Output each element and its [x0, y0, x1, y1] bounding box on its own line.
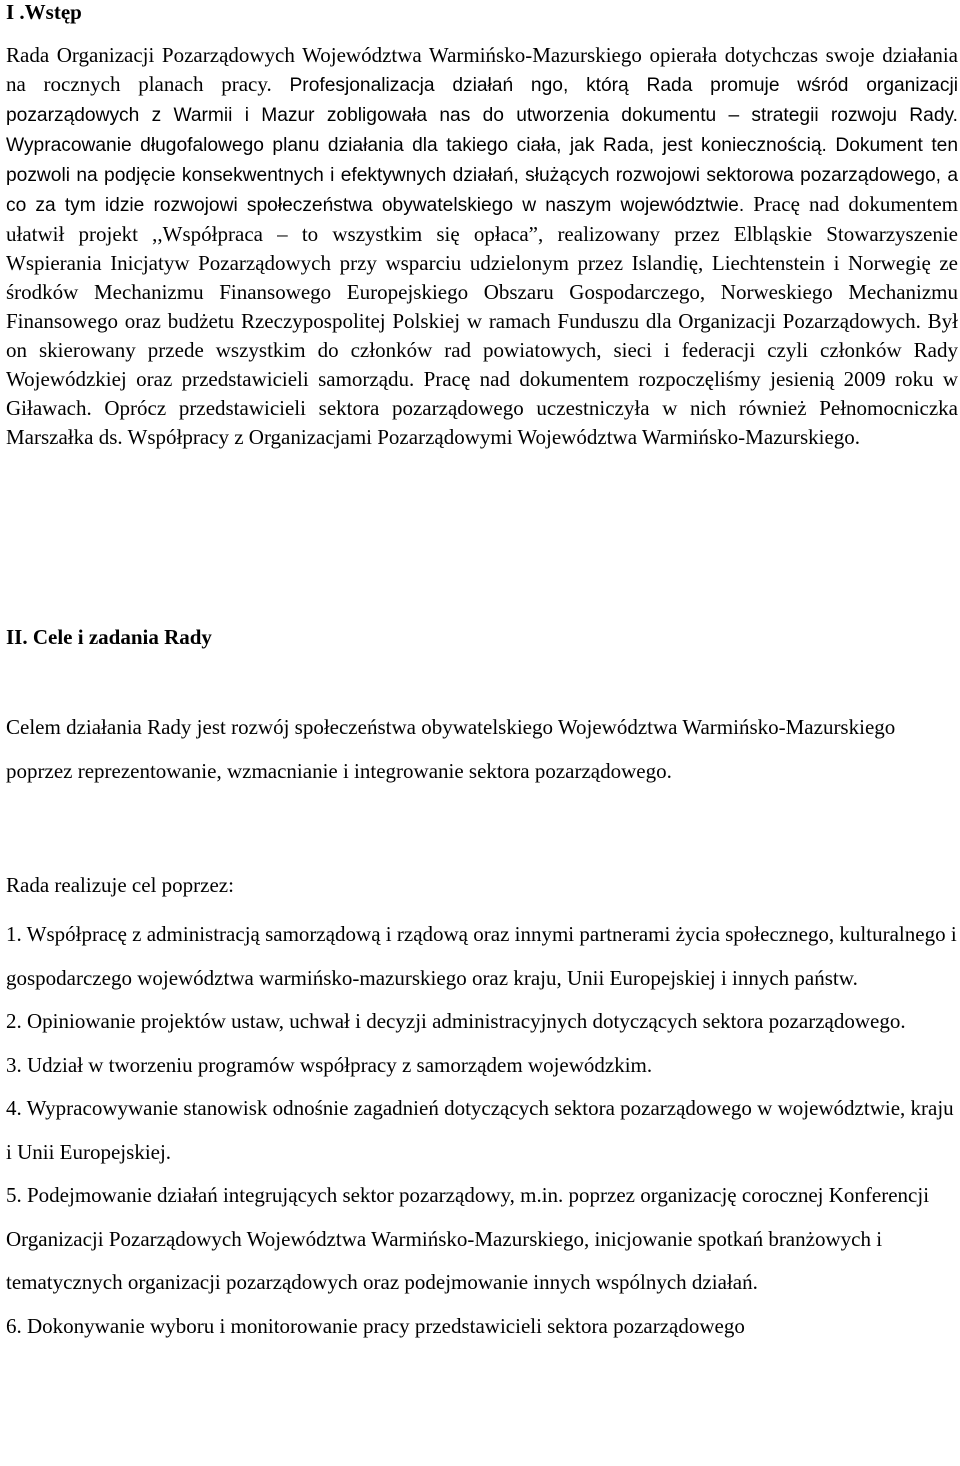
intro-text-part-2: Profesjonalizacja działań ngo, którą Rada promuje wśród organizacji pozarządowych z Warmii i Mazur zobligowała nas do utworzenia dokumentu – strategii rozwoju Rady. Wypracowanie długofalowego planu działania dla takiego ciała, jak Rada, jest koniecznością. Dokument ten pozwoli na podjęcie konsekwentnych i efektywnych działań, służących rozwojowi sektorowa pozarządowego, a co za tym idzie rozwojowi społeczeństwa obywatelskiego w naszym województwie. [6, 75, 958, 216]
section-1-title: I .Wstęp [6, 0, 82, 24]
intro-text-part-3: Pracę nad dokumentem ułatwił projekt ,,Współpraca – to wszystkim się opłaca”, realizowany przez Elbląskie Stowarzyszenie Wspierania Inicjatyw Pozarządowych przy wsparciu udzielonym przez Islandię, Liechtenstein i Norwegię ze środków Mechanizmu Finansowego Europejskiego Obszaru Gospodarczego, Norweskiego Mechanizmu Finansowego oraz budżetu Rzeczypospolitej Polskiej w ramach Funduszu dla Organizacji Pozarządowych. Był on skierowany przede wszystkim do członków rad powiatowych, sieci i federacji czyli członków Rady Wojewódzkiej oraz przedstawicieli samorządu. Pracę nad dokumentem rozpoczęliśmy jesienią 2009 roku w Giławach. Oprócz przedstawicieli sektora pozarządowego uczestniczyła w nich również Pełnomocniczka Marszałka ds. Współpracy z Organizacjami Pozarządowymi Województwa Warmińsko-Mazurskiego. [6, 192, 958, 449]
list-item: 4. Wypracowywanie stanowisk odnośnie zagadnień dotyczących sektora pozarządowego w województwie, kraju i Unii Europejskiej. [6, 1096, 954, 1164]
tasks-list [6, 913, 958, 1348]
goal-paragraph: Celem działania Rady jest rozwój społeczeństwa obywatelskiego Województwa Warmińsko-Mazurskiego poprzez reprezentowanie, wzmacnianie i integrowanie sektora pozarządowego. [6, 715, 896, 783]
list-item: 1. Współpracę z administracją samorządową i rządową oraz innymi partnerami życia społecznego, kulturalnego i gospodarczego województwa warmińsko-mazurskiego oraz kraju, Unii Europejskiej i innych państw. [6, 922, 957, 990]
list-item: 3. Udział w tworzeniu programów współpracy z samorządem wojewódzkim. [6, 1052, 653, 1077]
realizes-intro: Rada realizuje cel poprzez: [6, 873, 234, 897]
list-item: 2. Opiniowanie projektów ustaw, uchwał i decyzji administracyjnych dotyczących sektora pozarządowego. [6, 1009, 906, 1033]
list-item: 5. Podejmowanie działań integrujących sektor pozarządowy, m.in. poprzez organizację corocznej Konferencji Organizacji Pozarządowych Województwa Warmińsko-Mazurskiego, inicjowanie spotkań branżowych i tematycznych organizacji pozarządowych oraz podejmowanie innych wspólnych działań. [6, 1183, 930, 1294]
intro-paragraph [6, 41, 958, 452]
intro-text-part-1: Rada Organizacji Pozarządowych Województwa Warmińsko-Mazurskiego opierała dotychczas swoje działania na rocznych planach pracy. [6, 43, 958, 96]
section-2-title: II. Cele i zadania Rady [6, 625, 212, 649]
list-item: 6. Dokonywanie wyboru i monitorowanie pracy przedstawicieli sektora pozarządowego [6, 1313, 745, 1338]
